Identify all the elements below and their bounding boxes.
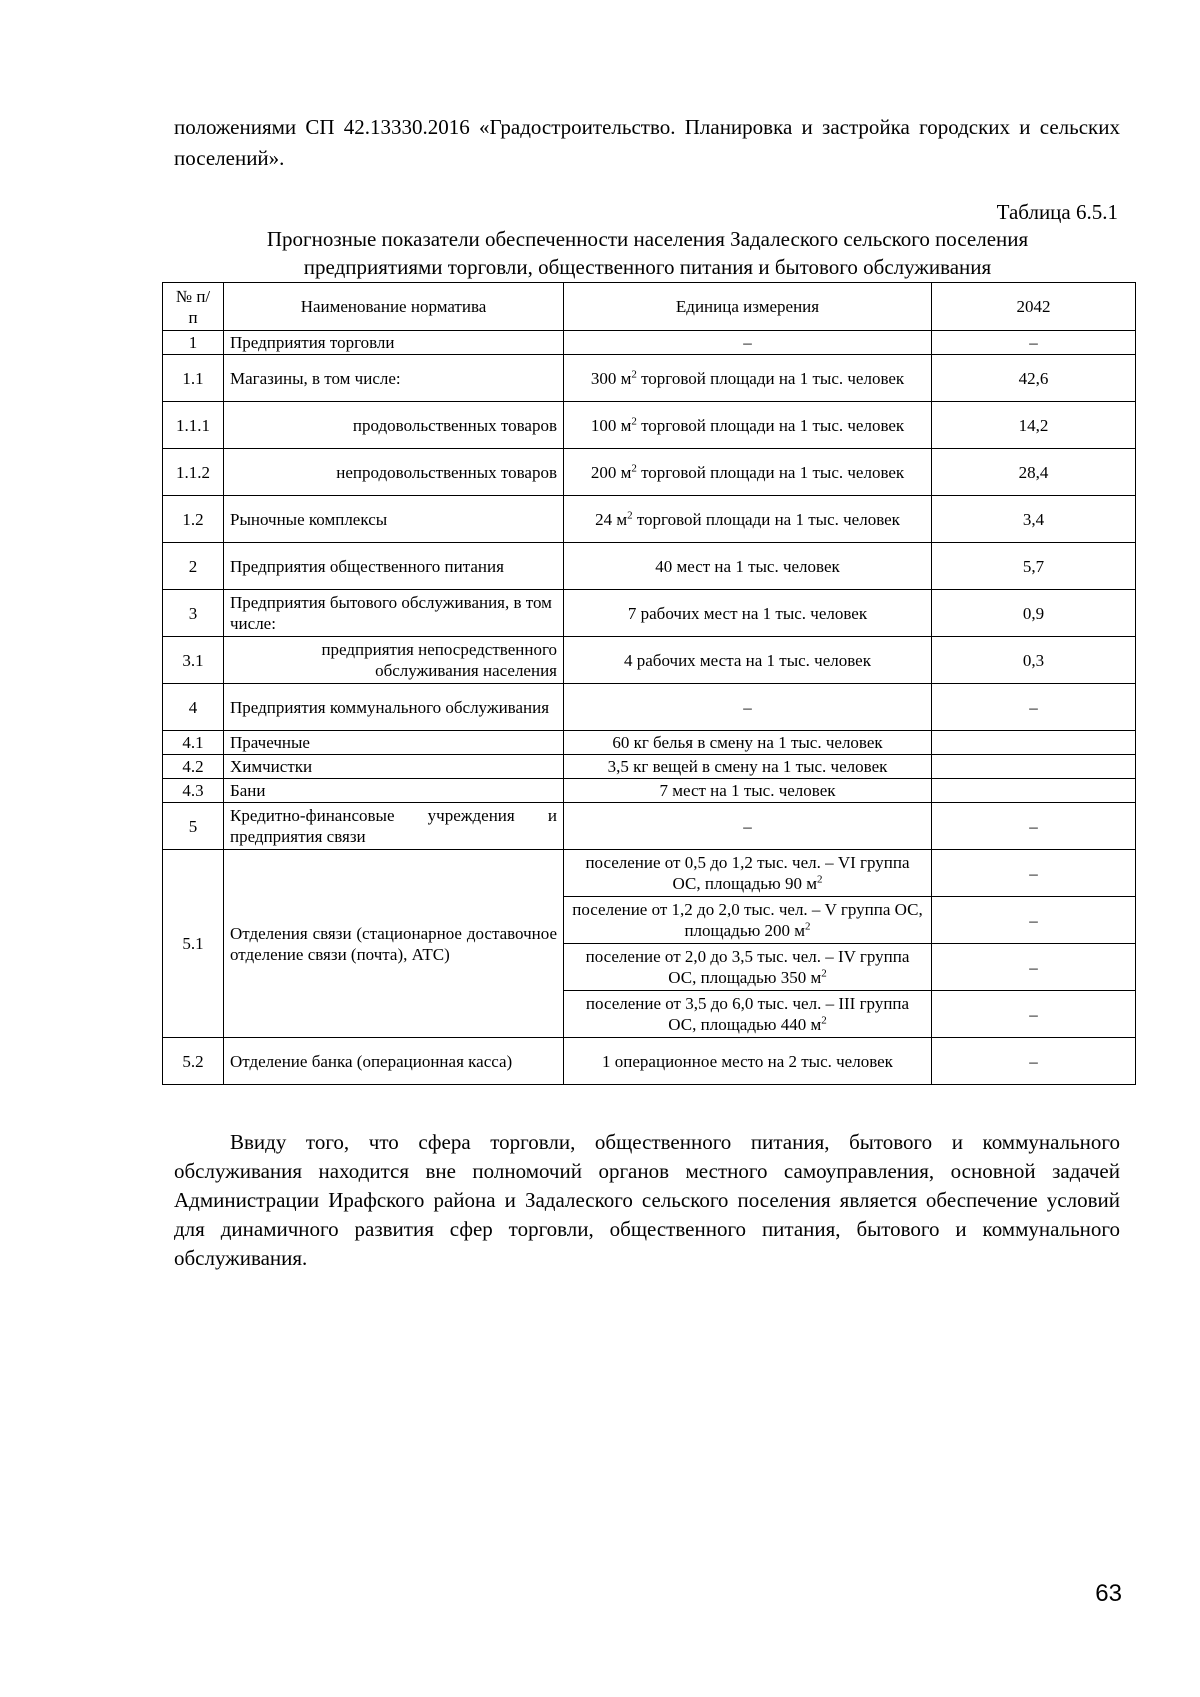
header-unit: Единица измерения xyxy=(564,283,932,331)
row-name: Рыночные комплексы xyxy=(224,496,564,543)
row-name: Прачечные xyxy=(224,731,564,755)
table-row xyxy=(163,803,1136,850)
row-unit: 60 кг белья в смену на 1 тыс. человек xyxy=(564,731,932,755)
row-value: – xyxy=(932,331,1136,355)
row-value: 3,4 xyxy=(932,496,1136,543)
table-row xyxy=(163,1038,1136,1085)
row-num: 5.2 xyxy=(163,1038,224,1085)
row-name: Бани xyxy=(224,779,564,803)
table-row xyxy=(163,684,1136,731)
row-name: продовольственных товаров xyxy=(224,402,564,449)
row-value: 5,7 xyxy=(932,543,1136,590)
table-row xyxy=(163,543,1136,590)
row-num: 4.2 xyxy=(163,755,224,779)
row-value: – xyxy=(932,991,1136,1038)
row-unit: 24 $м^2$ торговой площади на 1 тыс. человек xyxy=(564,496,932,543)
table-row xyxy=(163,731,1136,755)
row-unit: поселение от 3,5 до 6,0 тыс. чел. – III группа ОС, площадью 440 $м^2$ xyxy=(564,991,932,1038)
header-year: 2042 xyxy=(932,283,1136,331)
table-row xyxy=(163,402,1136,449)
row-value xyxy=(932,731,1136,755)
row-num: 1.1 xyxy=(163,355,224,402)
row-num: 4 xyxy=(163,684,224,731)
row-value: 42,6 xyxy=(932,355,1136,402)
row-unit: 7 рабочих мест на 1 тыс. человек xyxy=(564,590,932,637)
table-row xyxy=(163,331,1136,355)
row-value: – xyxy=(932,897,1136,944)
row-num: 3 xyxy=(163,590,224,637)
row-name: Химчистки xyxy=(224,755,564,779)
row-unit: 200 $м^2$ торговой площади на 1 тыс. человек xyxy=(564,449,932,496)
row-name: Отделение банка (операционная касса) xyxy=(224,1038,564,1085)
table-title-line2: предприятиями торговли, общественного питания и бытового обслуживания xyxy=(303,255,992,279)
row-name: Предприятия бытового обслуживания, в том числе: xyxy=(224,590,564,637)
row-value xyxy=(932,779,1136,803)
header-name: Наименование норматива xyxy=(224,283,564,331)
row-name: Кредитно-финансовые учреждения и предприятия связи xyxy=(224,803,564,850)
row-unit: 300 $м^2$ торговой площади на 1 тыс. человек xyxy=(564,355,932,402)
row-name: Предприятия коммунального обслуживания xyxy=(224,684,564,731)
table-header-row xyxy=(163,283,1136,331)
row-unit: 100 $м^2$ торговой площади на 1 тыс. человек xyxy=(564,402,932,449)
row-value: – xyxy=(932,944,1136,991)
table-number: Таблица 6.5.1 xyxy=(996,200,1118,224)
row-num: 1.1.1 xyxy=(163,402,224,449)
row-unit: 40 мест на 1 тыс. человек xyxy=(564,543,932,590)
row-unit: – xyxy=(564,331,932,355)
row-value: – xyxy=(932,684,1136,731)
row-name: Магазины, в том числе: xyxy=(224,355,564,402)
row-value: 0,3 xyxy=(932,637,1136,684)
table-row xyxy=(163,850,1136,897)
row-name: Предприятия торговли xyxy=(224,331,564,355)
row-value: – xyxy=(932,803,1136,850)
row-num: 4.1 xyxy=(163,731,224,755)
row-name: непродовольственных товаров xyxy=(224,449,564,496)
indicators-table xyxy=(162,282,1136,1085)
row-unit: 4 рабочих места на 1 тыс. человек xyxy=(564,637,932,684)
table-row xyxy=(163,496,1136,543)
table-row xyxy=(163,355,1136,402)
conclusion-paragraph: Ввиду того, что сфера торговли, общественного питания, бытового и коммунального обслуживания находится вне полномочий органов местного самоуправления, основной задачей Администрации Ирафского района и Задалеского сельского поселения является обеспечение условий для динамичного развития сфер торговли, общественного питания, бытового и коммунального обслуживания. xyxy=(174,1130,1120,1270)
row-num: 1.2 xyxy=(163,496,224,543)
row-value: 28,4 xyxy=(932,449,1136,496)
row-unit: – xyxy=(564,684,932,731)
table-row xyxy=(163,755,1136,779)
header-num: № п/п xyxy=(163,283,224,331)
row-num: 2 xyxy=(163,543,224,590)
row-num: 4.3 xyxy=(163,779,224,803)
row-unit: 7 мест на 1 тыс. человек xyxy=(564,779,932,803)
row-unit: поселение от 2,0 до 3,5 тыс. чел. – IV группа ОС, площадью 350 $м^2$ xyxy=(564,944,932,991)
row-name: Отделения связи (стационарное доставочное отделение связи (почта), АТС) xyxy=(224,850,564,1038)
row-unit: поселение от 0,5 до 1,2 тыс. чел. – VI группа ОС, площадью 90 $м^2$ xyxy=(564,850,932,897)
row-value: 14,2 xyxy=(932,402,1136,449)
row-value xyxy=(932,755,1136,779)
row-value: – xyxy=(932,850,1136,897)
row-value: 0,9 xyxy=(932,590,1136,637)
table-title xyxy=(160,225,1135,281)
row-num: 1.1.2 xyxy=(163,449,224,496)
row-unit: – xyxy=(564,803,932,850)
intro-paragraph: положениями СП 42.13330.2016 «Градостроительство. Планировка и застройка городских и сельских поселений». xyxy=(174,115,1120,170)
page-number: 63 xyxy=(1095,1580,1122,1607)
row-num: 5 xyxy=(163,803,224,850)
table-row xyxy=(163,637,1136,684)
table-row xyxy=(163,449,1136,496)
row-unit: 3,5 кг вещей в смену на 1 тыс. человек xyxy=(564,755,932,779)
row-unit: поселение от 1,2 до 2,0 тыс. чел. – V группа ОС, площадью 200 $м^2$ xyxy=(564,897,932,944)
row-num: 5.1 xyxy=(163,850,224,1038)
row-name: предприятия непосредственного обслуживания населения xyxy=(224,637,564,684)
row-value: – xyxy=(932,1038,1136,1085)
row-unit: 1 операционное место на 2 тыс. человек xyxy=(564,1038,932,1085)
row-num: 1 xyxy=(163,331,224,355)
table-row xyxy=(163,590,1136,637)
row-name: Предприятия общественного питания xyxy=(224,543,564,590)
table-title-line1: Прогнозные показатели обеспеченности населения Задалеского сельского поселения xyxy=(266,227,1029,251)
row-num: 3.1 xyxy=(163,637,224,684)
table-row xyxy=(163,779,1136,803)
